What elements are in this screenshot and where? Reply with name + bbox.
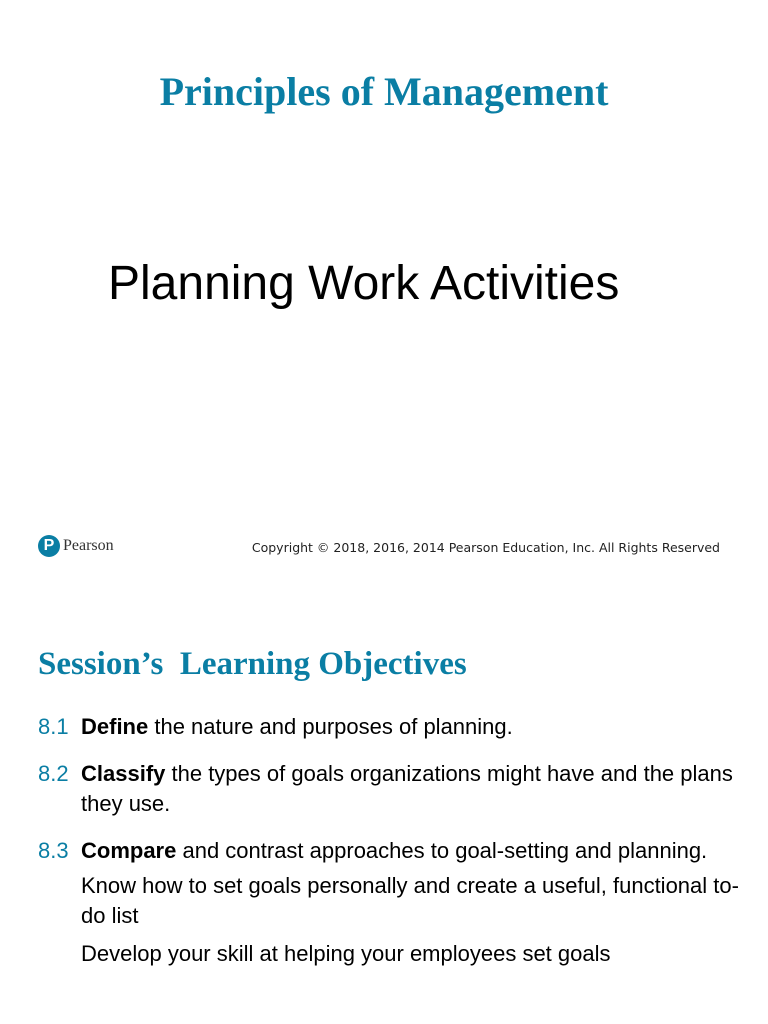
objective-description: and contrast approaches to goal-setting and planning. bbox=[176, 838, 708, 863]
objective-number: 8.3 bbox=[38, 838, 69, 863]
objective-item bbox=[38, 759, 748, 819]
pearson-logo-text: Pearson bbox=[63, 537, 114, 554]
objective-sub-items bbox=[81, 871, 748, 969]
objective-item bbox=[38, 712, 748, 742]
objective-verb: Define bbox=[81, 714, 149, 739]
book-title: Principles of Management bbox=[159, 69, 609, 114]
objective-description: the nature and purposes of planning. bbox=[148, 714, 513, 739]
objective-number: 8.1 bbox=[38, 714, 69, 739]
objective-sub-item: Know how to set goals personally and create a useful, functional to-do list bbox=[81, 873, 739, 928]
objective-verb: Compare bbox=[81, 838, 177, 863]
objective-number: 8.2 bbox=[38, 761, 69, 786]
objectives-list bbox=[38, 712, 748, 977]
objective-text bbox=[81, 759, 748, 819]
objective-sub-item: Develop your skill at helping your employees set goals bbox=[81, 941, 611, 966]
objective-item bbox=[38, 836, 748, 866]
slide-footer bbox=[38, 535, 728, 561]
objective-verb: Classify bbox=[81, 761, 166, 786]
objective-text bbox=[81, 836, 748, 866]
objective-text bbox=[81, 712, 748, 742]
copyright-notice: Copyright © 2018, 2016, 2014 Pearson Education, Inc. All Rights Reserved bbox=[251, 540, 720, 555]
objective-description: the types of goals organizations might have and the plans they use. bbox=[81, 761, 733, 816]
objectives-heading: Session’s Learning Objectives bbox=[38, 646, 467, 682]
chapter-title: Planning Work Activities bbox=[108, 257, 620, 310]
objectives-slide bbox=[0, 576, 768, 1024]
pearson-logo bbox=[38, 535, 114, 557]
pearson-logo-icon: P bbox=[38, 535, 60, 557]
